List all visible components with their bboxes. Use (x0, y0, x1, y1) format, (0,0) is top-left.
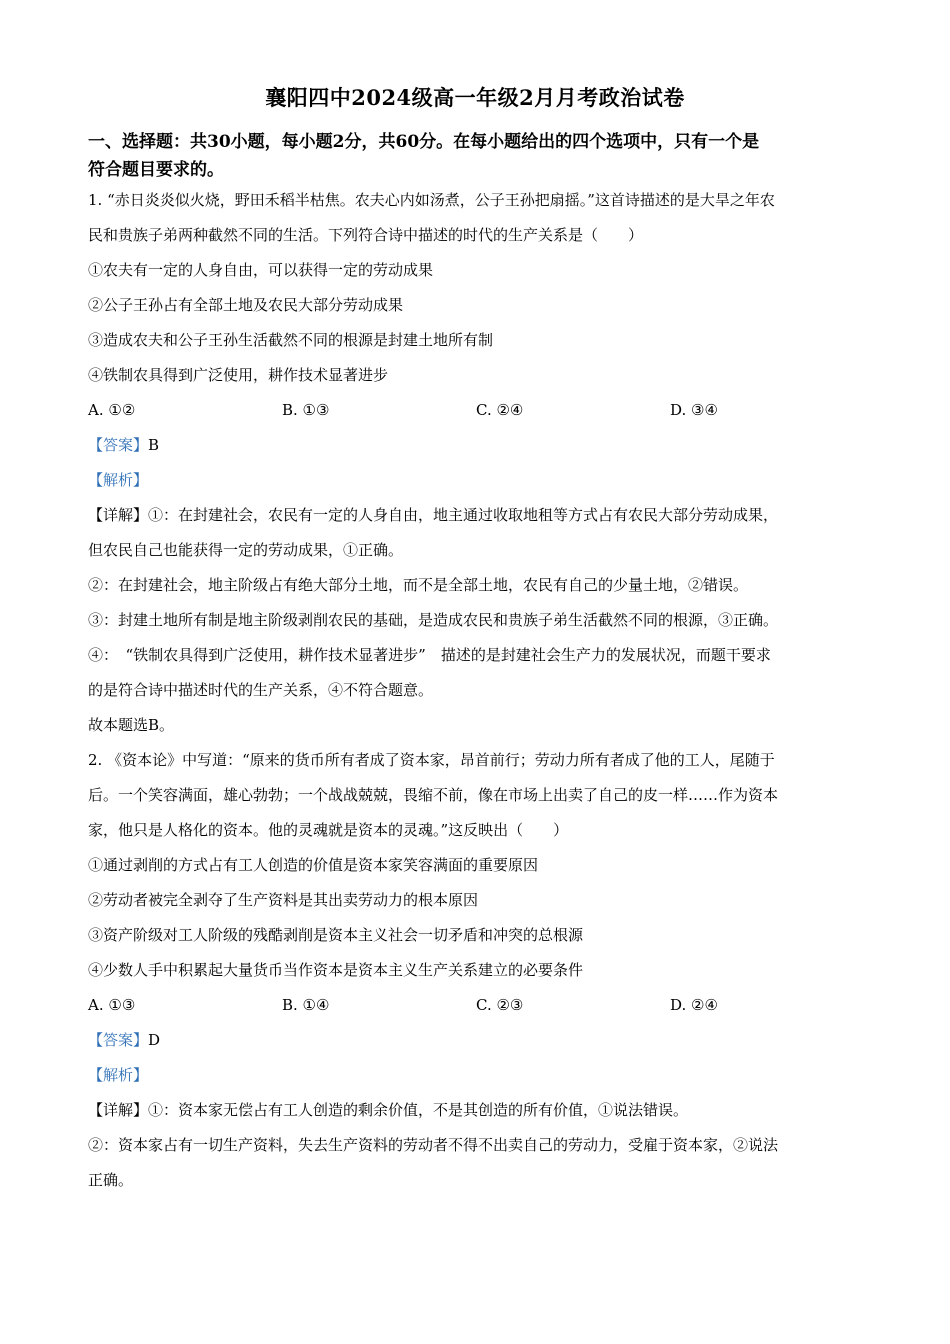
option-a: A. ①③ (88, 996, 136, 1014)
question-stem-line: 民和贵族子弟两种截然不同的生活。下列符合诗中描述的时代的生产关系是（ ） (88, 226, 644, 244)
question-2 (88, 743, 870, 1198)
question-stem-line: 家，他只是人格化的资本。他的灵魂就是资本的灵魂。”这反映出（ ） (88, 821, 569, 839)
answer-tag: 【答案】 (88, 1031, 149, 1049)
statement-item: ③资产阶级对工人阶级的残酷剥削是资本主义社会一切矛盾和冲突的总根源 (88, 926, 584, 944)
detail-line: ②：在封建社会，地主阶级占有绝大部分土地，而不是全部土地，农民有自己的少量土地，②错误。 (88, 576, 749, 594)
answer-options (88, 988, 870, 1023)
detail-line: ③：封建土地所有制是地主阶级剥削农民的基础，是造成农民和贵族子弟生活截然不同的根源，③正确。 (88, 611, 779, 629)
detail-line: ④： “铁制农具得到广泛使用，耕作技术显著进步” 描述的是封建社会生产力的发展状况，而题干要求 (88, 646, 771, 664)
statement-item: ①通过剥削的方式占有工人创造的价值是资本家笑容满面的重要原因 (88, 856, 539, 874)
answer-tag: 【答案】 (88, 436, 149, 454)
question-stem-line: 后。一个笑容满面，雄心勃勃；一个战战兢兢，畏缩不前，像在市场上出卖了自己的皮一样……作为资本 (88, 786, 779, 804)
page-title: 襄阳四中2024级高一年级2月月考政治试卷 (265, 85, 685, 110)
questions-body (88, 183, 870, 1198)
answer-options (88, 393, 870, 428)
section-heading (88, 128, 878, 184)
statement-item: ④铁制农具得到广泛使用，耕作技术显著进步 (88, 366, 389, 384)
answer-line (88, 428, 870, 463)
detail-line: 故本题选B。 (88, 716, 175, 734)
option-b: B. ①④ (282, 996, 330, 1014)
option-a: A. ①② (88, 401, 136, 419)
statement-item: ②劳动者被完全剥夺了生产资料是其出卖劳动力的根本原因 (88, 891, 479, 909)
statement-item: ①农夫有一定的人身自由，可以获得一定的劳动成果 (88, 261, 434, 279)
question-stem-line: 1. “赤日炎炎似火烧，野田禾稻半枯焦。农夫心内如汤煮，公子王孙把扇摇。”这首诗描述的是大旱之年农 (88, 191, 775, 209)
option-c: C. ②④ (476, 401, 524, 419)
option-d: D. ②④ (670, 996, 718, 1014)
statement-item: ④少数人手中积累起大量货币当作资本是资本主义生产关系建立的必要条件 (88, 961, 584, 979)
detail-line (88, 1093, 870, 1128)
detail-tag: 【详解】 (88, 506, 149, 524)
detail-line: 的是符合诗中描述时代的生产关系，④不符合题意。 (88, 681, 434, 699)
statement-item: ③造成农夫和公子王孙生活截然不同的根源是封建土地所有制 (88, 331, 494, 349)
detail-line (88, 498, 870, 533)
answer-value: D (148, 1031, 161, 1049)
section-heading-line: 一、选择题：共30小题，每小题2分，共60分。在每小题给出的四个选项中，只有一个是 (88, 132, 760, 152)
question-stem-line: 2. 《资本论》中写道：“原来的货币所有者成了资本家，昂首前行；劳动力所有者成了他的工人，尾随于 (88, 751, 775, 769)
section-heading-line: 符合题目要求的。 (88, 160, 224, 180)
analysis-line (88, 1058, 870, 1093)
analysis-tag: 【解析】 (88, 1066, 149, 1084)
statement-item: ②公子王孙占有全部土地及农民大部分劳动成果 (88, 296, 404, 314)
answer-line (88, 1023, 870, 1058)
analysis-line (88, 463, 870, 498)
detail-line: 正确。 (88, 1171, 134, 1189)
detail-tag: 【详解】 (88, 1101, 149, 1119)
analysis-tag: 【解析】 (88, 471, 149, 489)
detail-text: ①：资本家无偿占有工人创造的剩余价值，不是其创造的所有价值，①说法错误。 (148, 1101, 689, 1119)
detail-line: ②：资本家占有一切生产资料，失去生产资料的劳动者不得不出卖自己的劳动力，受雇于资本家，②说法 (88, 1136, 779, 1154)
option-d: D. ③④ (670, 401, 718, 419)
option-b: B. ①③ (282, 401, 330, 419)
detail-line: 但农民自己也能获得一定的劳动成果，①正确。 (88, 541, 404, 559)
option-c: C. ②③ (476, 996, 524, 1014)
answer-value: B (148, 436, 160, 454)
detail-text: ①：在封建社会，农民有一定的人身自由，地主通过收取地租等方式占有农民大部分劳动成果， (148, 506, 779, 524)
question-1 (88, 183, 870, 743)
